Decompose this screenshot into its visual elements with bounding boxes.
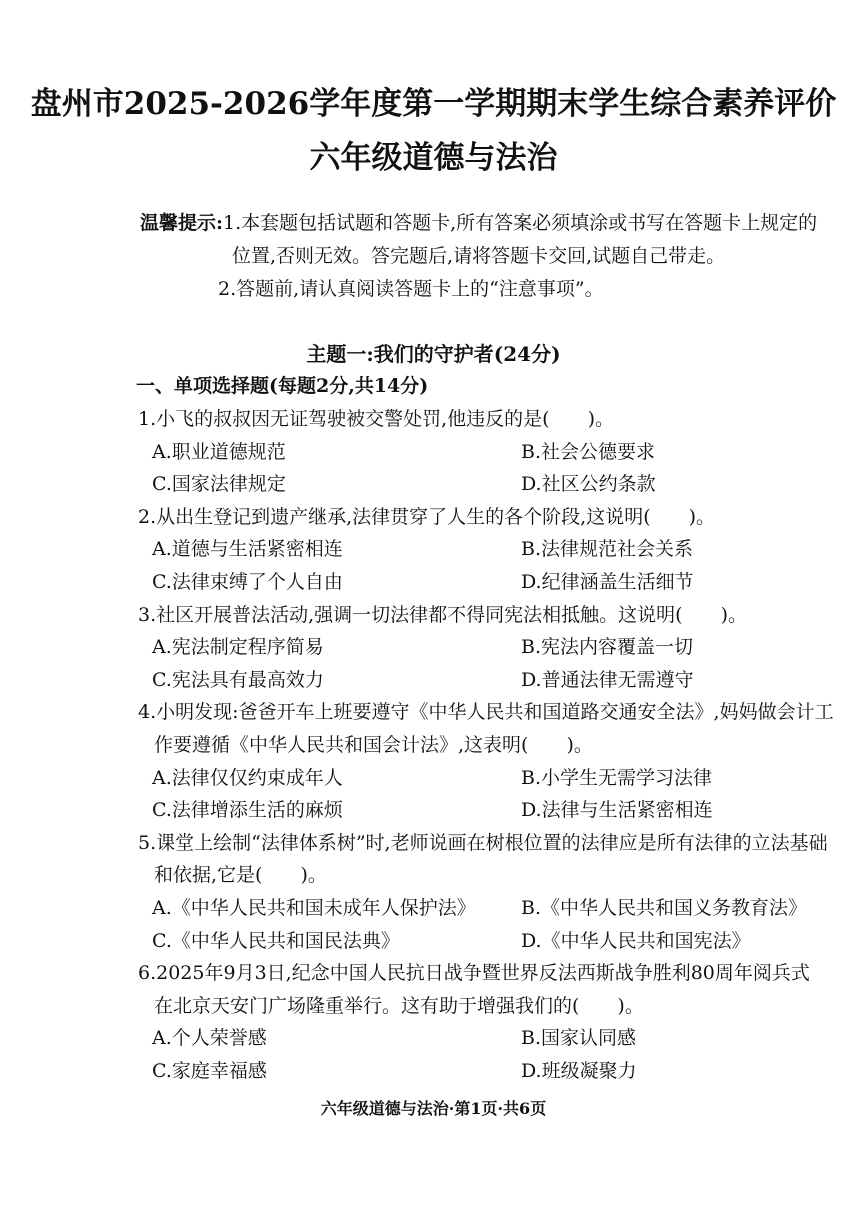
question-stem: 5.课堂上绘制“法律体系树”时,老师说画在树根位置的法律应是所有法律的立法基础 (138, 832, 828, 854)
answer-option: C.宪法具有最高效力 (152, 669, 324, 691)
tips-item-2: 2.答题前,请认真阅读答题卡上的“注意事项”。 (218, 278, 604, 300)
answer-option: C.家庭幸福感 (152, 1060, 267, 1082)
answer-option: A.个人荣誉感 (152, 1027, 267, 1049)
answer-option: B.小学生无需学习法律 (521, 767, 713, 789)
answer-option: C.法律增添生活的麻烦 (152, 799, 343, 821)
answer-option: A.法律仅仅约束成年人 (152, 767, 343, 789)
question-stem: 1.小飞的叔叔因无证驾驶被交警处罚,他违反的是( )。 (138, 408, 614, 430)
tips-item-1a: 1.本套题包括试题和答题卡,所有答案必须填涂或书写在答题卡上规定的 (223, 212, 818, 234)
answer-option: A.道德与生活紧密相连 (152, 538, 343, 560)
exam-title: 盘州市2025-2026学年度第一学期期末学生综合素养评价 (30, 86, 837, 122)
question-stem: 3.社区开展普法活动,强调一切法律都不得同宪法相抵触。这说明( )。 (138, 604, 747, 626)
question-stem: 6.2025年9月3日,纪念中国人民抗日战争暨世界反法西斯战争胜利80周年阅兵式 (138, 962, 810, 984)
answer-option: D.普通法律无需遵守 (521, 669, 694, 691)
answer-option: B.社会公德要求 (521, 441, 656, 463)
question-stem: 在北京天安门广场隆重举行。这有助于增强我们的( )。 (154, 995, 644, 1017)
tips-line-1 (140, 210, 817, 236)
question-stem: 2.从出生登记到遗产继承,法律贯穿了人生的各个阶段,这说明( )。 (138, 506, 716, 528)
answer-option: D.社区公约条款 (521, 473, 656, 495)
theme-title: 主题一:我们的守护者(24分) (306, 342, 561, 366)
subject-title: 六年级道德与法治 (309, 140, 558, 176)
answer-option: B.宪法内容覆盖一切 (521, 636, 694, 658)
section-title: 一、单项选择题(每题2分,共14分) (136, 375, 429, 397)
answer-option: D.法律与生活紧密相连 (521, 799, 713, 821)
question-stem: 4.小明发现:爸爸开车上班要遵守《中华人民共和国道路交通安全法》,妈妈做会计工 (138, 701, 834, 723)
answer-option: D.班级凝聚力 (521, 1060, 637, 1082)
answer-option: C.《中华人民共和国民法典》 (152, 930, 400, 952)
answer-option: B.国家认同感 (521, 1027, 637, 1049)
tips-item-1b: 位置,否则无效。答完题后,请将答题卡交回,试题自己带走。 (232, 245, 726, 267)
question-stem: 作要遵循《中华人民共和国会计法》,这表明( )。 (154, 734, 593, 756)
question-stem: 和依据,它是( )。 (154, 864, 327, 886)
page-footer: 六年级道德与法治·第1页·共6页 (320, 1099, 547, 1118)
answer-option: D.《中华人民共和国宪法》 (521, 930, 751, 952)
answer-option: D.纪律涵盖生活细节 (521, 571, 694, 593)
answer-option: B.《中华人民共和国义务教育法》 (521, 897, 808, 919)
answer-option: C.法律束缚了个人自由 (152, 571, 343, 593)
answer-option: B.法律规范社会关系 (521, 538, 694, 560)
tips-label: 温馨提示: (140, 212, 224, 234)
answer-option: C.国家法律规定 (152, 473, 286, 495)
answer-option: A.职业道德规范 (152, 441, 286, 463)
answer-option: A.《中华人民共和国未成年人保护法》 (152, 897, 476, 919)
answer-option: A.宪法制定程序简易 (152, 636, 324, 658)
